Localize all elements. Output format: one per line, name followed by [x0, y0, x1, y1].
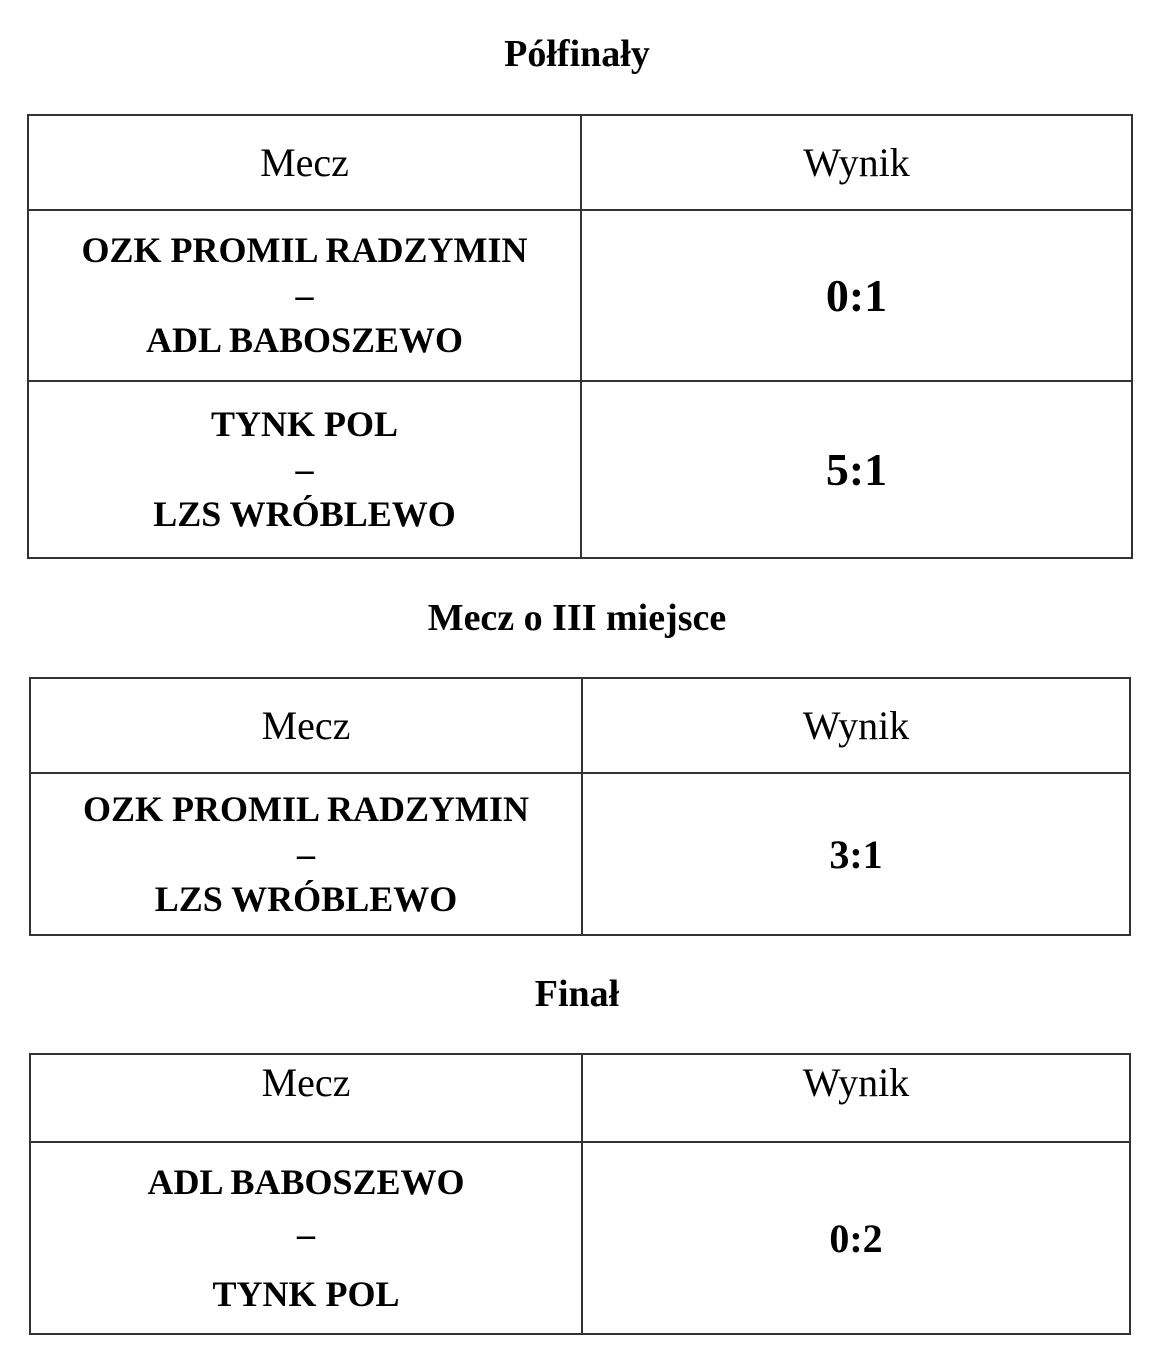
team-a: ADL BABOSZEWO — [147, 1162, 465, 1202]
match-column-header: Mecz — [28, 115, 581, 210]
table-header-row — [30, 678, 1130, 773]
final-title: Finał — [534, 973, 620, 1015]
score-cell: 3:1 — [582, 773, 1130, 935]
third-place-title: Mecz o III miejsce — [427, 597, 727, 639]
third-place-table — [29, 677, 1131, 936]
table-row — [28, 210, 1132, 381]
table-row — [30, 1142, 1130, 1334]
table-header-row — [30, 1054, 1130, 1142]
team-a: OZK PROMIL RADZYMIN — [82, 788, 529, 829]
final-table — [29, 1053, 1131, 1335]
table-row — [28, 381, 1132, 558]
team-b: LZS WRÓBLEWO — [153, 494, 456, 534]
match-separator: – — [295, 275, 314, 315]
score-cell: 5:1 — [581, 381, 1132, 558]
score-cell: 0:1 — [581, 210, 1132, 381]
match-separator: – — [297, 1214, 315, 1254]
match-separator: – — [297, 833, 315, 874]
team-b: ADL BABOSZEWO — [145, 320, 464, 360]
result-column-header: Wynik — [582, 678, 1130, 773]
team-a: OZK PROMIL RADZYMIN — [81, 230, 528, 270]
score-cell: 0:2 — [582, 1142, 1130, 1334]
match-separator: – — [295, 449, 314, 489]
team-b: LZS WRÓBLEWO — [154, 878, 458, 919]
result-column-header: Wynik — [582, 1054, 1130, 1142]
match-cell — [30, 1142, 582, 1334]
match-column-header: Mecz — [30, 678, 582, 773]
team-b: TYNK POL — [212, 1274, 400, 1314]
semifinals-table — [27, 114, 1133, 559]
team-a: TYNK POL — [210, 404, 398, 444]
table-header-row — [28, 115, 1132, 210]
match-cell — [28, 381, 581, 558]
result-column-header: Wynik — [581, 115, 1132, 210]
match-cell — [28, 210, 581, 381]
match-column-header: Mecz — [30, 1054, 582, 1142]
table-row — [30, 773, 1130, 935]
semifinals-title: Półfinały — [504, 33, 650, 75]
match-cell — [30, 773, 582, 935]
